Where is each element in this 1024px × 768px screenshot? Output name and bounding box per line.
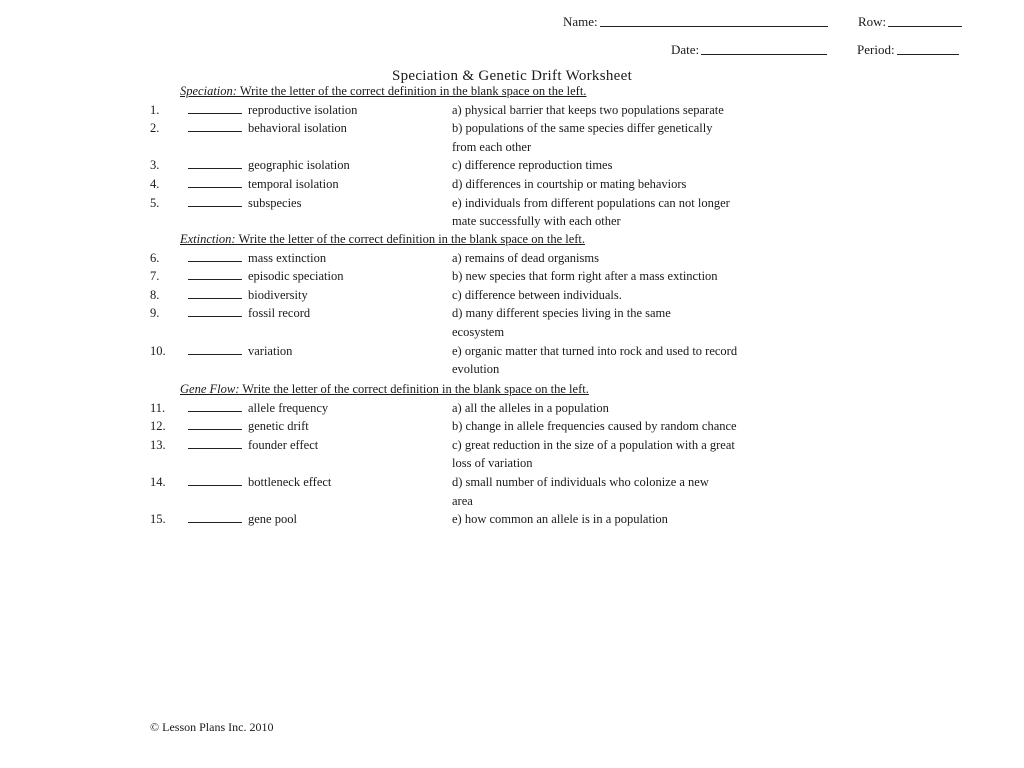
- item-term: reproductive isolation: [248, 102, 358, 117]
- item-definition: c) difference reproduction times: [452, 158, 613, 173]
- item-number: 6.: [150, 250, 160, 265]
- copyright-footer: © Lesson Plans Inc. 2010: [150, 720, 274, 734]
- item-definition: d) small number of individuals who colonize a new: [452, 475, 709, 489]
- answer-blank: [188, 269, 248, 284]
- answer-blank: [188, 103, 248, 118]
- worksheet-title: Speciation & Genetic Drift Worksheet: [391, 68, 633, 84]
- answer-blank: [188, 288, 248, 303]
- item-definition: d) differences in courtship or mating behaviors: [452, 177, 687, 191]
- item-definition: c) difference between individuals.: [452, 287, 622, 302]
- answer-blank: [188, 401, 248, 416]
- item-definition: b) new species that form right after a mass extinction: [452, 269, 718, 284]
- name-field: [563, 14, 828, 30]
- item-number: 10.: [150, 343, 166, 358]
- answer-blank: [188, 512, 248, 527]
- item-number: 7.: [150, 269, 160, 284]
- period-blank-line: [897, 53, 959, 55]
- item-number: 1.: [150, 102, 160, 117]
- item-definition: from each other: [452, 139, 532, 154]
- item-number: 4.: [150, 177, 160, 191]
- section-heading: [180, 84, 586, 99]
- item-term: mass extinction: [248, 250, 327, 265]
- item-term: genetic drift: [248, 419, 309, 434]
- name-label: Name:: [563, 14, 598, 29]
- section-name: Gene Flow:: [180, 382, 240, 396]
- item-term: founder effect: [248, 437, 319, 452]
- item-number: 3.: [150, 158, 160, 173]
- item-term: fossil record: [248, 306, 311, 321]
- item-term: allele frequency: [248, 400, 329, 415]
- item-term: subspecies: [248, 195, 302, 210]
- item-number: 2.: [150, 121, 160, 136]
- item-definition: e) organic matter that turned into rock and used to record: [452, 343, 738, 358]
- period-label: Period:: [857, 42, 895, 57]
- item-number: 13.: [150, 437, 166, 452]
- item-definition: e) how common an allele is in a population: [452, 512, 668, 527]
- answer-blank: [188, 177, 248, 192]
- item-definition: c) great reduction in the size of a population with a great: [452, 437, 735, 452]
- item-definition: a) remains of dead organisms: [452, 250, 599, 265]
- answer-blank: [188, 121, 248, 136]
- item-number: 15.: [150, 512, 166, 527]
- item-definition: d) many different species living in the same: [452, 306, 671, 321]
- answer-blank: [188, 306, 248, 321]
- date-field: [671, 42, 827, 58]
- item-definition: mate successfully with each other: [452, 214, 621, 229]
- row-field: [858, 14, 962, 30]
- item-definition: a) physical barrier that keeps two populations separate: [452, 102, 724, 117]
- item-number: 12.: [150, 419, 166, 434]
- answer-blank: [188, 419, 248, 434]
- item-definition: b) populations of the same species differ genetically: [452, 121, 713, 136]
- answer-blank: [188, 475, 248, 490]
- answer-blank: [188, 344, 248, 359]
- item-term: biodiversity: [248, 287, 308, 302]
- section-instruction: Write the letter of the correct definition in the blank space on the left.: [236, 84, 587, 98]
- row-label: Row:: [858, 14, 887, 29]
- name-blank-line: [600, 25, 828, 27]
- date-label: Date:: [671, 42, 700, 57]
- item-number: 11.: [150, 400, 166, 415]
- section-instruction: Write the letter of the correct definition in the blank space on the left.: [235, 232, 586, 246]
- item-term: bottleneck effect: [248, 475, 332, 489]
- row-blank-line: [888, 25, 962, 27]
- item-term: episodic speciation: [248, 269, 344, 284]
- item-number: 14.: [150, 475, 166, 489]
- item-definition: ecosystem: [452, 325, 505, 339]
- item-definition: area: [452, 493, 473, 508]
- item-definition: b) change in allele frequencies caused by random chance: [452, 419, 737, 434]
- answer-blank: [188, 251, 248, 266]
- date-blank-line: [701, 53, 827, 55]
- section-heading: [180, 382, 589, 397]
- item-definition: a) all the alleles in a population: [452, 400, 609, 415]
- item-term: gene pool: [248, 512, 297, 527]
- section-name: Extinction:: [180, 232, 236, 246]
- answer-blank: [188, 438, 248, 453]
- item-number: 5.: [150, 195, 160, 210]
- section-heading: [180, 232, 585, 247]
- item-definition: evolution: [452, 362, 500, 377]
- item-definition: e) individuals from different populations can not longer: [452, 195, 730, 210]
- item-number: 8.: [150, 287, 160, 302]
- period-field: [857, 42, 959, 58]
- answer-blank: [188, 196, 248, 211]
- item-term: variation: [248, 343, 293, 358]
- section-name: Speciation:: [180, 84, 237, 98]
- answer-blank: [188, 158, 248, 173]
- item-definition: loss of variation: [452, 456, 533, 471]
- item-term: geographic isolation: [248, 158, 350, 173]
- item-term: behavioral isolation: [248, 121, 347, 136]
- item-number: 9.: [150, 306, 160, 321]
- section-instruction: Write the letter of the correct definition in the blank space on the left.: [239, 382, 589, 396]
- item-term: temporal isolation: [248, 177, 339, 191]
